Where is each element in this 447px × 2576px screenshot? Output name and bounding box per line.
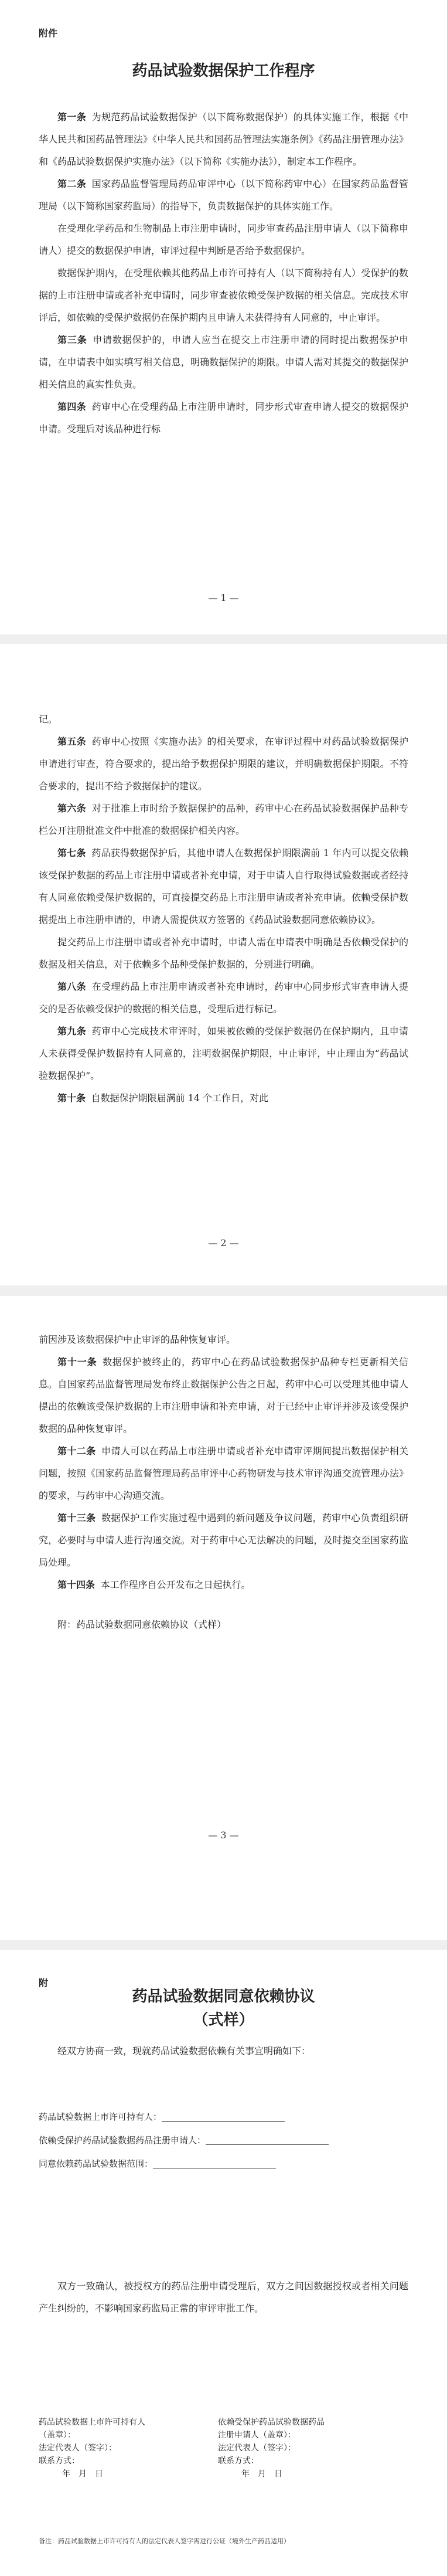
agreement-closing: 双方一致确认，被授权方的药品注册申请受理后，双方之间因数据授权或者相关问题产生纠纷的，不影响国家药监局正常的审评审批工作。: [39, 2280, 408, 2314]
blank-line: [162, 2110, 285, 2122]
field-applicant: 依赖受保护药品试验数据药品注册申请人：: [0, 2129, 447, 2152]
document-page-3: [0, 1296, 447, 1940]
page2-body: [39, 708, 408, 1109]
field-holder: 药品试验数据上市许可持有人：: [0, 2105, 447, 2129]
page3-body: [39, 1329, 408, 1636]
attachment-label: 附件: [39, 28, 58, 39]
field-scope: 同意依赖药品试验数据范围：: [0, 2152, 447, 2175]
attachment-label: 附: [39, 1977, 49, 1988]
article-2: 第二条 国家药品监督管理局药品审评中心（以下简称药审中心）在国家药品监督管理局（以下简称国家药监局）的指导下，负责数据保护的具体实施工作。: [39, 178, 408, 212]
agreement-fields: [0, 2105, 447, 2175]
article-1: 第一条 为规范药品试验数据保护（以下简称数据保护）的具体实施工作，根据《中华人民共和国药品管理法》《中华人民共和国药品管理法实施条例》《药品注册管理办法》和《药品试验数据保护实施办法》（以下简称《实施办法》），制定本工作程序。: [39, 111, 408, 167]
signature-party-a: 药品试验数据上市许可持有人 （盖章）： 法定代表人（签字）： 联系方式： 年 月 日: [39, 2418, 145, 2479]
article-12: 第十二条 申请人可以在药品上市注册申请或者补充申请审评期间提出数据保护相关问题，按照《国家药品监督管理局药品审评中心药物研发与技术审评沟通交流管理办法》的要求，与药审中心沟通交流。: [39, 1445, 408, 1501]
article-10: 第十条 自数据保护期限届满前 14 个工作日，对此: [57, 1092, 269, 1104]
paragraph-continuation: 记。: [39, 714, 58, 725]
page-number: — 1 —: [208, 592, 239, 603]
article-6: 第六条 对于批准上市时给予数据保护的品种，药审中心在药品试验数据保护品种专栏公开注册批准文件中批准的数据保护相关内容。: [39, 803, 408, 836]
paragraph: 在受理化学药品和生物制品上市注册申请时，同步审查药品注册申请人（以下简称申请人）提交的数据保护申请，审评过程中判断是否给予数据保护。: [39, 223, 408, 256]
article-7: 第七条 药品获得数据保护后，其他申请人在数据保护期限满前 1 年内可以提交依赖该受保护数据的药品上市注册申请或者补充申请，对于申请人自行取得试验数据或者经持有人同意依赖受保护数据的，可直接提交药品上市注册申请或者补充申请。依赖受保护数据提出上市注册申请的，申请人需提供双方签署的《药品试验数据同意依赖协议》。: [39, 847, 408, 925]
document-page-1: [0, 0, 447, 634]
agreement-subtitle: （式样）: [193, 2011, 254, 2029]
article-9: 第九条 药审中心完成技术审评时，如果被依赖的受保护数据仍在保护期内，且申请人未获得受保护数据持有人同意的，注明数据保护期限，中止审评，中止理由为“药品试验数据保护”。: [39, 1026, 408, 1081]
article-13: 第十三条 数据保护工作实施过程中遇到的新问题及争议问题，药审中心负责组织研究，必要时与申请人进行沟通交流。对于药审中心无法解决的问题，及时提交至国家药监局处理。: [39, 1512, 408, 1568]
blank-line: [206, 2134, 329, 2145]
page1-body: [39, 106, 408, 440]
document-page-4: [0, 1950, 447, 2576]
footnote: 备注：药品试验数据上市许可持有人的法定代表人签字需进行公证（境外生产药品适用）: [39, 2537, 290, 2545]
page-number: — 3 —: [208, 1830, 239, 1841]
article-5: 第五条 药审中心按照《实施办法》的相关要求，在审评过程中对药品试验数据保护申请进行审查，符合要求的，提出给予数据保护期限的建议，并明确数据保护期限。不符合要求的，提出不给予数据保护的建议。: [39, 736, 408, 792]
article-4: 第四条 药审中心在受理药品上市注册申请时，同步形式审查申请人提交的数据保护申请。受理后对该品种进行标: [39, 401, 408, 435]
agreement-intro: 经双方协商一致，现就药品试验数据依赖有关事宜明确如下：: [57, 2045, 311, 2056]
attachment-note: 附：药品试验数据同意依赖协议（式样）: [57, 1619, 227, 1630]
blank-line: [153, 2157, 276, 2168]
article-14: 第十四条 本工作程序自公开发布之日起执行。: [57, 1579, 251, 1590]
article-11: 第十一条 数据保护被终止的，药审中心在药品试验数据保护品种专栏更新相关信息。自国家药品监督管理局发布终止数据保护公告之日起，药审中心可以受理其他申请人提出的依赖该受保护数据的上市注册申请和补充申请，对于已经中止审评并涉及该受保护数据的品种恢复审评。: [39, 1356, 408, 1434]
paragraph: 提交药品上市注册申请或者补充申请时，申请人需在申请表中明确是否依赖受保护的数据及相关信息，对于依赖多个品种受保护数据的，分别进行明确。: [39, 936, 408, 970]
article-3: 第三条 申请数据保护的，申请人应当在提交上市注册申请的同时提出数据保护申请，在申请表中如实填写相关信息，明确数据保护的期限。申请人需对其提交的数据保护相关信息的真实性负责。: [39, 334, 408, 390]
paragraph: 数据保护期内，在受理依赖其他药品上市许可持有人（以下简称持有人）受保护的数据的上市注册申请或者补充申请时，同步审查被依赖受保护数据的相关信息。完成技术审评后，如依赖的受保护数据仍在保护期内且申请人未获得持有人同意的，中止审评。: [39, 267, 408, 323]
paragraph-continuation: 前因涉及该数据保护中止审评的品种恢复审评。: [39, 1334, 236, 1345]
article-8: 第八条 在受理药品上市注册申请或者补充申请时，药审中心同步形式审查申请人提交的是否依赖受保护的数据的相关信息，受理后进行标记。: [39, 981, 408, 1014]
document-title: 药品试验数据保护工作程序: [132, 62, 315, 80]
signature-party-b: 依赖受保护药品试验数据药品 注册申请人（盖章）： 法定代表人（签字）： 联系方式： 年 月 日: [218, 2418, 325, 2479]
agreement-title: 药品试验数据同意依赖协议: [132, 1988, 315, 2005]
page-number: — 2 —: [208, 1237, 239, 1248]
document-page-2: [0, 644, 447, 1285]
